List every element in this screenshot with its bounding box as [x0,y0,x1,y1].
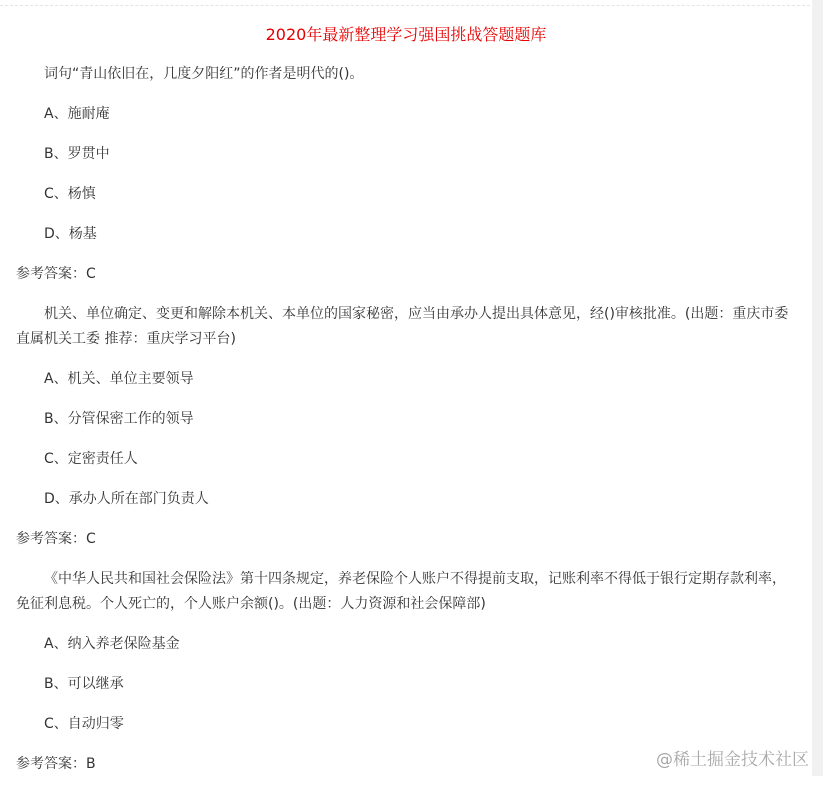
question-text: 机关、单位确定、变更和解除本机关、本单位的国家秘密，应当由承办人提出具体意见，经()审核批准。(出题：重庆市委直属机关工委 推荐：重庆学习平台) [16,306,789,347]
scrollbar[interactable] [812,0,823,776]
answer: 参考答案：C [16,266,96,282]
option: D、杨基 [44,226,97,242]
question-text: 《中华人民共和国社会保险法》第十四条规定，养老保险个人账户不得提前支取，记账利率不得低于银行定期存款利率，免征利息税。个人死亡的，个人账户余额()。(出题：人力资源和社会保障部) [16,571,786,612]
option: C、定密责任人 [44,451,138,467]
answer: 参考答案：B [16,756,96,772]
answer: 参考答案：C [16,531,96,547]
option: A、机关、单位主要领导 [44,371,194,387]
question-text: 词句“青山依旧在，几度夕阳红”的作者是明代的()。 [44,66,364,82]
article-body [16,22,796,792]
option: A、纳入养老保险基金 [44,636,180,652]
option: B、可以继承 [44,676,124,692]
option: B、罗贯中 [44,146,110,162]
watermark: @稀土掘金技术社区 [656,750,809,770]
option: B、分管保密工作的领导 [44,411,194,427]
option: D、承办人所在部门负责人 [44,491,209,507]
option: C、自动归零 [44,716,124,732]
article-title: 2020年最新整理学习强国挑战答题题库 [265,25,547,44]
option: C、杨慎 [44,186,96,202]
option: A、施耐庵 [44,106,110,122]
top-divider [0,5,810,6]
